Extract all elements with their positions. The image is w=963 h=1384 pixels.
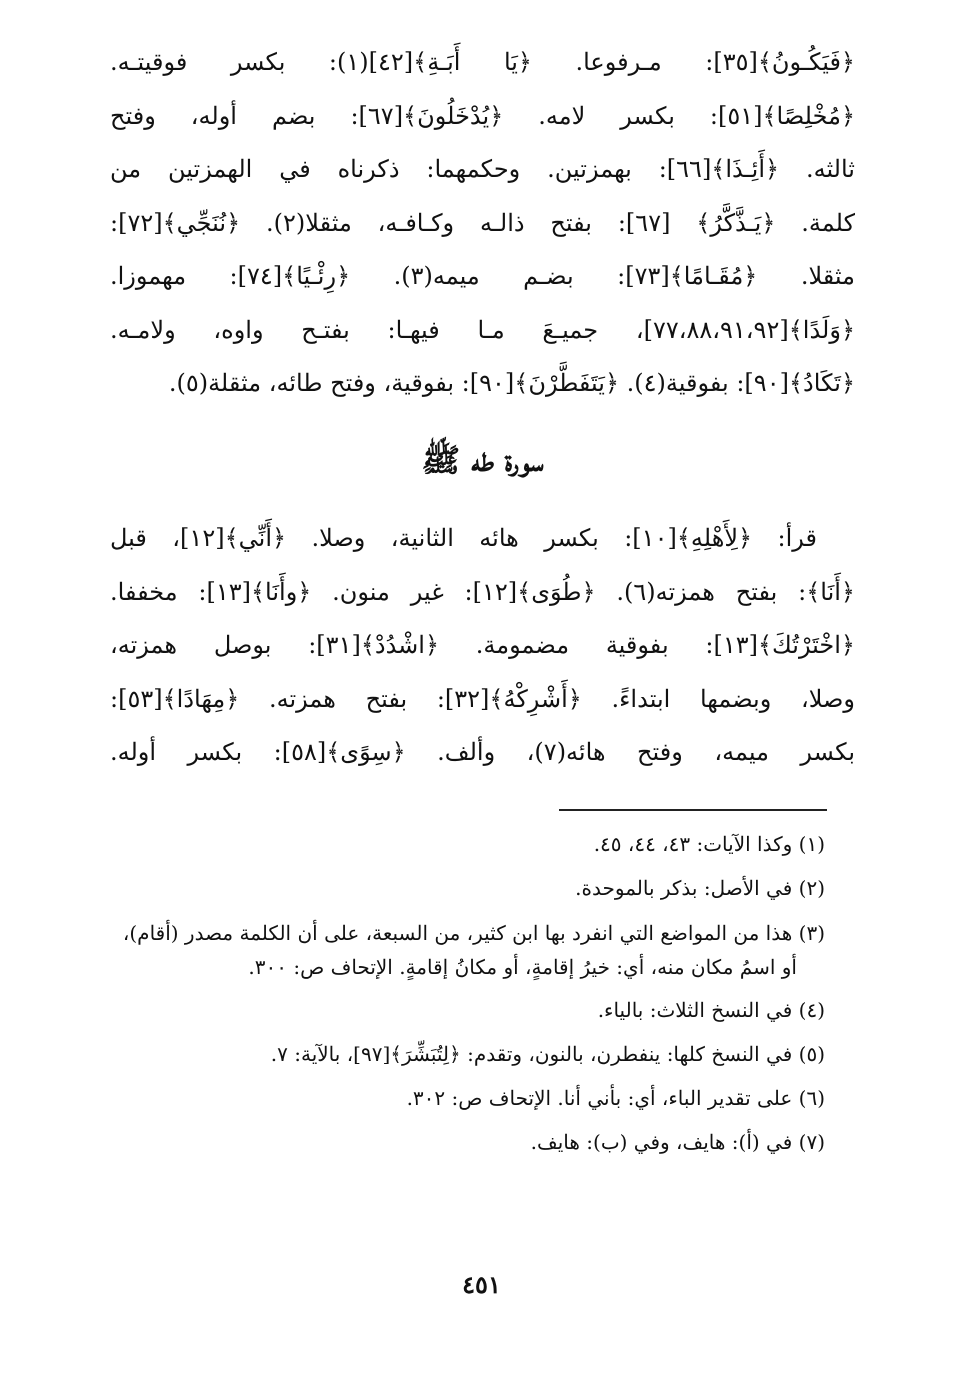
text-line: قرأ: ﴿لِأَهْلِهِ﴾[١٠]: بكسر هائه الثانية، وصلا. ﴿أَنِّي﴾[١٢]، قبل — [110, 524, 817, 552]
text-line: بكسر ميمه، وفتح هائه(٧)، وألف. ﴿سِوًى﴾[٥٨]: بكسر أوله. — [110, 738, 855, 766]
text-line: وصلا، وبضمها ابتداءً. ﴿أَشْرِكْهُ﴾[٣٢]: بفتح همزته. ﴿مِهَادًا﴾[٥٣]: — [110, 684, 855, 713]
page-number: ٤٥١ — [462, 1270, 501, 1299]
footnote: (١) وكذا الآيات: ٤٣، ٤٤، ٤٥. — [593, 832, 825, 856]
footnote: (٤) في النسخ الثلاث: بالياء. — [597, 998, 825, 1022]
text-line: مثقلا. ﴿مُقَـامًا﴾[٧٣]: بضـم ميمه(٣). ﴿رِئْـيًا﴾[٧٤]: مهموزا. — [110, 262, 855, 290]
text-line: ﴿مُخْلِصًا﴾[٥١]: بكسر لامه. ﴿يُدْخَلُونَ﴾[٦٧]: بضم أوله، وفتح — [110, 101, 855, 130]
footnotes — [108, 822, 825, 1164]
text-line: ثالثه. ﴿أَئِـذَا﴾[٦٦]: بهمزتين. وحكمهما: ذكرناه في الهمزتين من — [110, 155, 855, 183]
footnote-divider — [559, 809, 827, 811]
text-line: ﴿أَنَا﴾: بفتح همزته(٦). ﴿طُوَى﴾[١٢]: غير منون. ﴿وأَنَا﴾[١٣]: مخففا. — [110, 577, 855, 606]
text-line: ﴿وَلَدًا﴾[٧٧،٨٨،٩١،٩٢]، جميـعَ مـا فيهـا: بفتـح واوه، ولامـه. — [110, 315, 855, 344]
footnote: (٢) في الأصل: بذكر بالموحدة. — [575, 876, 825, 900]
footnote: (٥) في النسخ كلها: ينفطرن، بالنون، وتقدم: ﴿لِتُبَشِّرَ﴾[٩٧]، بالآية: ٧. — [270, 1042, 825, 1066]
sura-text-block — [110, 512, 855, 780]
footnote-continuation: أو اسمُ مكان منه، أي: خيرُ إقامةٍ، أو مكانُ إقامةٍ. الإتحاف ص: ٣٠٠. — [248, 955, 797, 979]
footnote: (٦) على تقدير الباء، أي: بأني أنا. الإتحاف ص: ٣٠٢. — [406, 1086, 825, 1110]
text-line: ﴿اخْتَرْتُكَ﴾[١٣]: بفوقية مضمومة. ﴿اشْدُدْ﴾[٣١]: بوصل همزته، — [110, 631, 855, 659]
main-text-block — [110, 36, 855, 411]
section-title: سورة طه ﷺ — [421, 441, 544, 479]
footnote — [108, 910, 825, 988]
text-line: ﴿تَكَادُ﴾[٩٠]: بفوقية(٤). ﴿يَتَفَطَّرْنَ﴾[٩٠]: بفوقية، وفتح طائه، مثقلة(٥). — [168, 369, 855, 397]
text-line: كلمة. ﴿يَـذَّكَّرُ﴾ [٦٧]: بفتح ذالـه وكـافـه، مثقلا(٢). ﴿نُنَجِّي﴾[٧٢]: — [110, 208, 855, 237]
text-line: ﴿فَيَكُـونُ﴾[٣٥]: مـرفوعا. ﴿يَا أَبَـةِ﴾[٤٢](١): بكسر فوقيتـه. — [110, 48, 855, 76]
footnote: (٧) في (أ): هايف، وفي (ب): هايف. — [530, 1130, 825, 1154]
footnote-text: (٣) هذا من المواضع التي انفرد بها ابن كثير، من السبعة، على أن الكلمة مصدر (أقام)، — [122, 921, 825, 945]
